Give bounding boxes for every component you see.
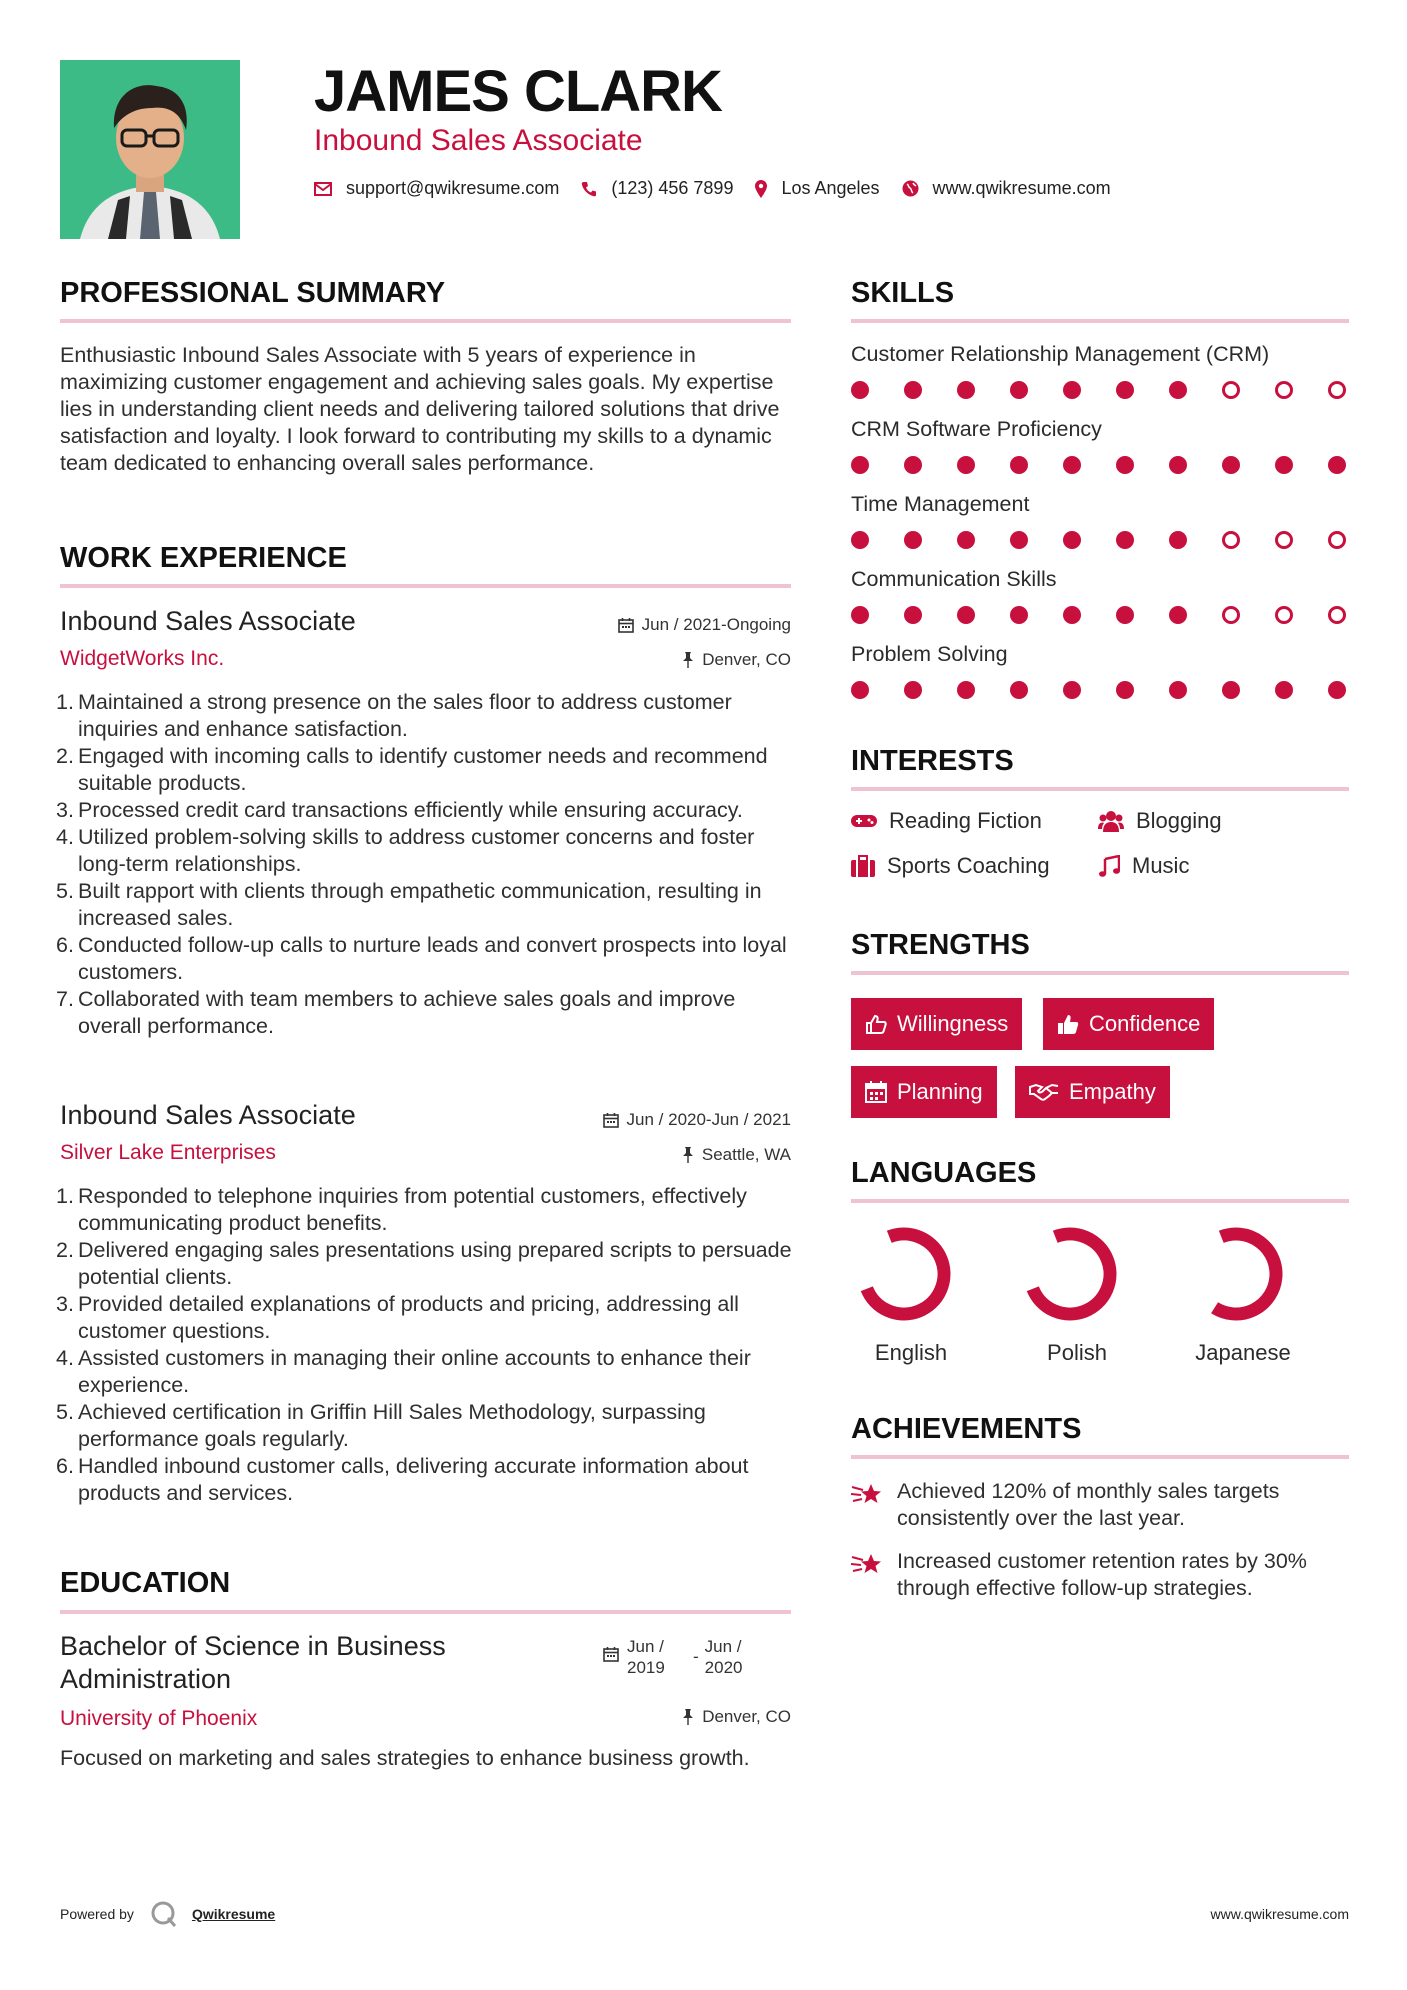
- language-ring: [856, 1226, 952, 1322]
- skill-dot-filled: [957, 681, 975, 699]
- language-name: Japanese: [1195, 1340, 1291, 1365]
- skill-dot-filled: [851, 681, 869, 699]
- skill-dot-empty: [1328, 606, 1346, 624]
- strength-badge: [1015, 1066, 1170, 1118]
- job-location-text: Denver, CO: [702, 650, 791, 669]
- calendar-icon: [865, 1081, 887, 1103]
- skill-dot-filled: [1063, 381, 1081, 399]
- contact-location: [755, 178, 879, 199]
- skill-dot-filled: [1116, 681, 1134, 699]
- skill-dot-filled: [957, 456, 975, 474]
- skill-rating: [851, 681, 1349, 701]
- duty-item: Responded to telephone inquiries from potential customers, effectively communicating product benefits.: [78, 1184, 747, 1235]
- job-dates-text: Jun / 2020-Jun / 2021: [626, 1110, 791, 1129]
- strength-label: Willingness: [897, 1011, 1009, 1036]
- skill-dot-filled: [1275, 456, 1293, 474]
- language-name: Polish: [1047, 1340, 1107, 1365]
- job-location: [682, 650, 791, 670]
- skill-dot-filled: [1222, 681, 1240, 699]
- email-text: support@qwikresume.com: [346, 178, 560, 198]
- music-note-icon: [1098, 855, 1120, 877]
- profile-photo: [60, 60, 240, 239]
- shooting-star-icon: [851, 1552, 883, 1576]
- skill-dot-filled: [1328, 456, 1346, 474]
- strength-label: Planning: [897, 1079, 983, 1104]
- job-title: Inbound Sales Associate: [60, 606, 356, 636]
- skill-rating: [851, 606, 1349, 626]
- skill-dot-filled: [957, 381, 975, 399]
- gamepad-icon: [851, 813, 877, 829]
- duty-item: Built rapport with clients through empathetic communication, resulting in increased sales.: [78, 879, 762, 930]
- skill-dot-filled: [1169, 531, 1187, 549]
- candidate-name: JAMES CLARK: [314, 59, 722, 124]
- duty-item: Utilized problem-solving skills to address customer concerns and foster long-term relationships.: [78, 825, 755, 876]
- skill-dot-empty: [1222, 381, 1240, 399]
- education-heading: EDUCATION: [60, 1567, 231, 1599]
- skill-dot-filled: [904, 681, 922, 699]
- skill-dot-empty: [1222, 606, 1240, 624]
- skill-dot-filled: [1169, 681, 1187, 699]
- skill-dot-empty: [1275, 381, 1293, 399]
- location-text: Los Angeles: [781, 178, 880, 198]
- job-company: Silver Lake Enterprises: [60, 1141, 276, 1164]
- education-location-text: Denver, CO: [702, 1707, 791, 1726]
- skill-dot-empty: [1222, 531, 1240, 549]
- summary-divider: [60, 319, 791, 323]
- skill-dot-filled: [904, 456, 922, 474]
- contact-website[interactable]: [902, 178, 1111, 199]
- degree-title: Bachelor of Science in Business Administration: [60, 1631, 446, 1694]
- duty-item: Maintained a strong presence on the sales floor to address customer inquiries and enhance satisfaction.: [78, 690, 732, 741]
- duty-item: Engaged with incoming calls to identify customer needs and recommend suitable products.: [78, 744, 768, 795]
- skill-dot-filled: [1010, 681, 1028, 699]
- skill-dot-filled: [851, 531, 869, 549]
- pushpin-icon: [682, 1147, 694, 1163]
- calendar-icon: [618, 617, 634, 633]
- skill-dot-filled: [1116, 531, 1134, 549]
- interests-heading: INTERESTS: [851, 745, 1014, 777]
- phone-text: (123) 456 7899: [611, 178, 734, 198]
- achievements-heading: ACHIEVEMENTS: [851, 1413, 1082, 1445]
- job-location-text: Seattle, WA: [701, 1145, 791, 1164]
- date-separator: -: [693, 1647, 699, 1666]
- strength-badge: [851, 998, 1022, 1050]
- skill-dot-filled: [851, 606, 869, 624]
- skill-name: CRM Software Proficiency: [851, 417, 1102, 441]
- strength-badge: [1043, 998, 1214, 1050]
- map-marker-icon: [755, 180, 767, 198]
- interest-item: [851, 853, 1050, 879]
- achievement-item: [851, 1478, 1351, 1532]
- contact-email[interactable]: [314, 178, 559, 199]
- duty-item: Delivered engaging sales presentations using prepared scripts to persuade potential clients.: [78, 1238, 792, 1289]
- duty-item: Processed credit card transactions efficiently while ensuring accuracy.: [78, 798, 743, 822]
- education-description: Focused on marketing and sales strategies to enhance business growth.: [60, 1746, 750, 1770]
- languages-divider: [851, 1199, 1349, 1203]
- briefcase-icon: [851, 855, 875, 877]
- thumbs-up-icon: [1057, 1013, 1079, 1035]
- job-dates-text: Jun / 2021-Ongoing: [641, 615, 791, 634]
- achievement-text: Increased customer retention rates by 30% through effective follow-up strategies.: [897, 1549, 1307, 1600]
- school-name: University of Phoenix: [60, 1707, 258, 1730]
- skill-dot-filled: [1010, 456, 1028, 474]
- duty-item: Conducted follow-up calls to nurture leads and convert prospects into loyal customers.: [78, 933, 787, 984]
- language-ring: [1022, 1226, 1118, 1322]
- candidate-role: Inbound Sales Associate: [314, 124, 643, 157]
- achievement-text: Achieved 120% of monthly sales targets consistently over the last year.: [897, 1479, 1280, 1530]
- skill-dot-filled: [1063, 531, 1081, 549]
- skill-rating: [851, 531, 1349, 551]
- duty-item: Achieved certification in Griffin Hill Sales Methodology, surpassing performance goals regularly.: [78, 1400, 706, 1451]
- job-duties-list: [60, 689, 800, 1040]
- skill-dot-filled: [957, 531, 975, 549]
- skill-dot-filled: [1116, 456, 1134, 474]
- skill-name: Communication Skills: [851, 567, 1057, 591]
- skill-dot-filled: [851, 381, 869, 399]
- education-dates: [603, 1636, 755, 1678]
- job-dates: [618, 615, 791, 635]
- strengths-divider: [851, 971, 1349, 975]
- interests-divider: [851, 787, 1349, 791]
- job-duties-list: [60, 1183, 800, 1507]
- qwikresume-link[interactable]: Qwikresume: [191, 1906, 276, 1922]
- footer-url[interactable]: www.qwikresume.com: [1210, 1906, 1349, 1922]
- contact-phone[interactable]: [581, 178, 733, 199]
- skills-divider: [851, 319, 1349, 323]
- duty-item: Assisted customers in managing their online accounts to enhance their experience.: [78, 1346, 751, 1397]
- interest-label: Blogging: [1136, 808, 1222, 833]
- skill-dot-filled: [1116, 381, 1134, 399]
- skill-name: Problem Solving: [851, 642, 1008, 666]
- skill-dot-filled: [1010, 531, 1028, 549]
- experience-heading: WORK EXPERIENCE: [60, 542, 347, 574]
- interest-item: [851, 808, 1042, 834]
- interest-label: Sports Coaching: [887, 853, 1050, 878]
- skill-dot-empty: [1275, 606, 1293, 624]
- footer-powered-by: [60, 1900, 275, 1928]
- duty-item: Provided detailed explanations of products and pricing, addressing all customer questions.: [78, 1292, 739, 1343]
- skill-dot-filled: [1169, 606, 1187, 624]
- strengths-heading: STRENGTHS: [851, 929, 1030, 961]
- skill-dot-filled: [1116, 606, 1134, 624]
- education-end: Jun / 2020: [704, 1637, 743, 1677]
- skill-dot-filled: [1275, 681, 1293, 699]
- job-location: [682, 1145, 791, 1165]
- duty-item: Collaborated with team members to achieve sales goals and improve overall performance.: [78, 987, 736, 1038]
- skill-dot-filled: [904, 381, 922, 399]
- contact-bar: [314, 178, 1133, 199]
- powered-by-text: Powered by: [60, 1906, 134, 1922]
- skill-dot-filled: [1169, 456, 1187, 474]
- education-start: Jun / 2019: [627, 1637, 665, 1677]
- job-dates: [603, 1110, 791, 1130]
- pushpin-icon: [682, 652, 694, 668]
- skill-dot-filled: [957, 606, 975, 624]
- skill-dot-filled: [1010, 381, 1028, 399]
- strength-label: Empathy: [1069, 1079, 1156, 1104]
- website-text: www.qwikresume.com: [932, 178, 1111, 198]
- summary-heading: PROFESSIONAL SUMMARY: [60, 277, 446, 309]
- skill-dot-empty: [1275, 531, 1293, 549]
- qwikresume-logo-icon: [150, 1900, 178, 1928]
- achievements-divider: [851, 1455, 1349, 1459]
- interest-item: [1098, 808, 1222, 834]
- skill-rating: [851, 381, 1349, 401]
- interest-item: [1098, 853, 1189, 879]
- job-company: WidgetWorks Inc.: [60, 647, 225, 670]
- skill-dot-filled: [904, 531, 922, 549]
- skill-dot-empty: [1328, 381, 1346, 399]
- shooting-star-icon: [851, 1482, 883, 1506]
- language-ring-arc: [867, 1234, 944, 1314]
- thumbs-up-outline-icon: [865, 1013, 887, 1035]
- languages-heading: LANGUAGES: [851, 1157, 1037, 1189]
- education-location: [682, 1707, 791, 1727]
- skill-dot-filled: [1169, 381, 1187, 399]
- achievement-item: [851, 1548, 1351, 1602]
- strength-label: Confidence: [1089, 1011, 1201, 1036]
- skill-dot-filled: [1063, 606, 1081, 624]
- handshake-icon: [1029, 1082, 1059, 1102]
- skill-name: Time Management: [851, 492, 1030, 516]
- experience-divider: [60, 584, 791, 588]
- interest-label: Reading Fiction: [889, 808, 1042, 833]
- skill-dot-filled: [1010, 606, 1028, 624]
- summary-text: Enthusiastic Inbound Sales Associate with 5 years of experience in maximizing customer engagement and achieving sales goals. My expertise lies in understanding client needs and delivering tailored solutions that drive satisfaction and loyalty. I look forward to contributing my skills to a dynamic team dedicated to enhancing overall sales performance.: [60, 343, 780, 475]
- duty-item: Handled inbound customer calls, delivering accurate information about products and services.: [78, 1454, 749, 1505]
- education-divider: [60, 1610, 791, 1614]
- globe-icon: [902, 180, 919, 197]
- users-icon: [1098, 810, 1124, 832]
- language-ring: [1188, 1226, 1284, 1322]
- skill-rating: [851, 456, 1349, 476]
- skills-heading: SKILLS: [851, 277, 955, 309]
- skill-dot-filled: [1063, 681, 1081, 699]
- pushpin-icon: [682, 1709, 694, 1725]
- skill-dot-empty: [1328, 531, 1346, 549]
- envelope-icon: [314, 182, 332, 196]
- skill-dot-filled: [851, 456, 869, 474]
- language-ring-arc: [1215, 1234, 1276, 1314]
- language-ring-arc: [1033, 1234, 1110, 1314]
- language-name: English: [874, 1340, 948, 1365]
- strength-badge: [851, 1066, 997, 1118]
- skill-dot-filled: [1063, 456, 1081, 474]
- phone-icon: [581, 181, 597, 197]
- calendar-icon: [603, 1112, 619, 1128]
- skill-dot-filled: [1222, 456, 1240, 474]
- interest-label: Music: [1132, 853, 1190, 878]
- calendar-icon: [603, 1646, 619, 1662]
- skill-name: Customer Relationship Management (CRM): [851, 342, 1270, 366]
- job-title: Inbound Sales Associate: [60, 1100, 356, 1130]
- skill-dot-filled: [904, 606, 922, 624]
- skill-dot-filled: [1328, 681, 1346, 699]
